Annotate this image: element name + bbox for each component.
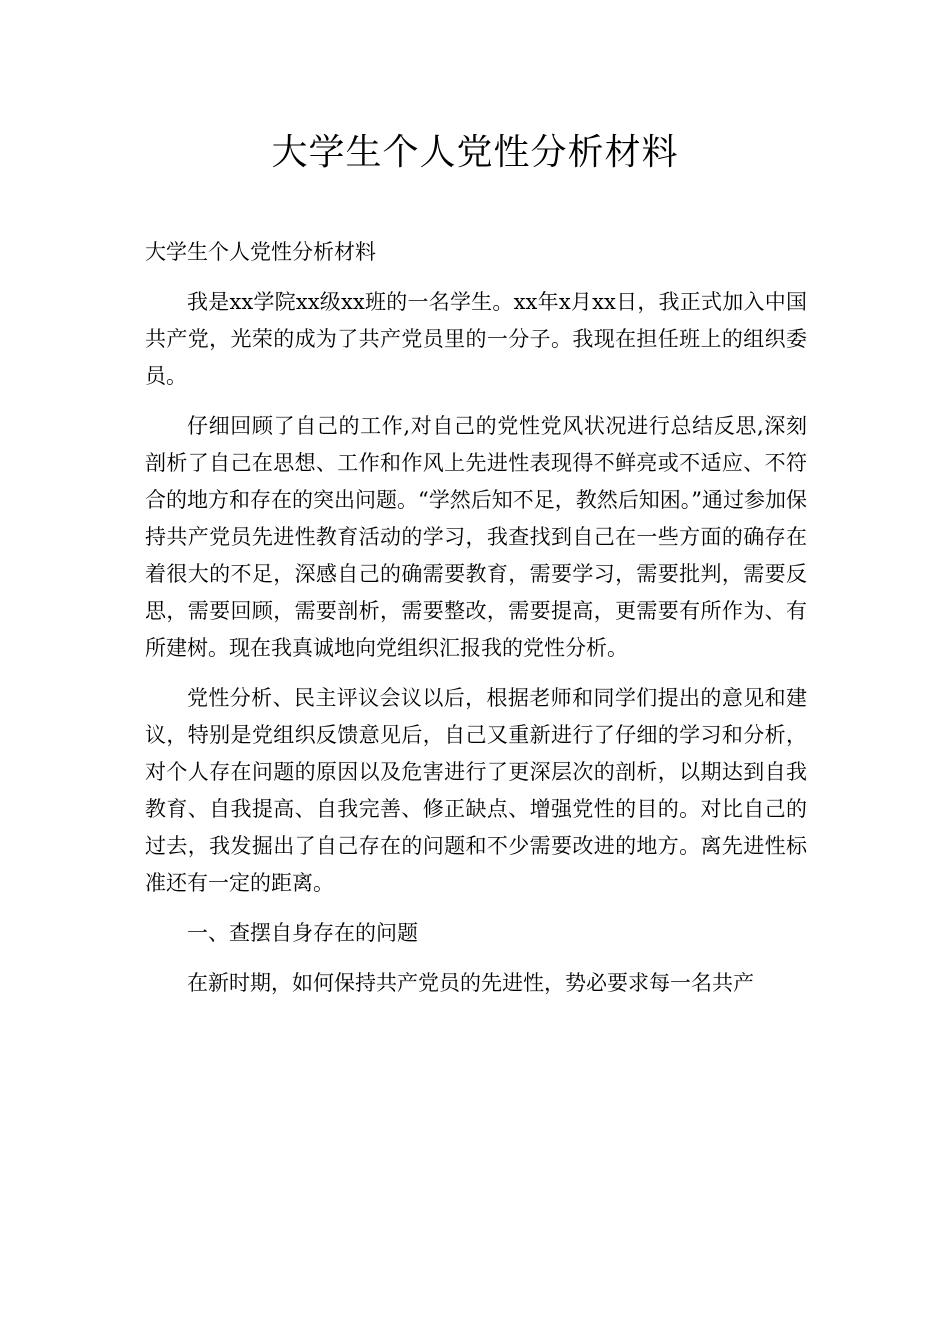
document-body [145,234,807,1015]
document-subtitle: 大学生个人党性分析材料 [145,240,376,264]
paragraph: 我是xx学院xx级xx班的一名学生。xx年x月xx日，我正式加入中国共产党，光荣的成为了共产党员里的一分子。我现在担任班上的组织委员。 [145,290,807,388]
document-title: 大学生个人党性分析材料 [271,132,679,173]
paragraph: 在新时期，如何保持共产党员的先进性，势必要求每一名共产 [187,971,754,995]
paragraph: 仔细回顾了自己的工作,对自己的党性党风状况进行总结反思,深刻剖析了自己在思想、工作和作风上先进性表现得不鲜亮或不适应、不符合的地方和存在的突出问题。“学然后知不足，教然后知困。”通过参加保持共产党员先进性教育活动的学习，我查找到自己在一些方面的确存在着很大的不足，深感自己的确需要教育，需要学习，需要批判，需要反思，需要回顾，需要剖析，需要整改，需要提高，更需要有所作为、有所建树。现在我真诚地向党组织汇报我的党性分析。 [145,414,807,660]
section-heading: 一、查摆自身存在的问题 [187,921,418,945]
paragraph: 党性分析、民主评议会议以后，根据老师和同学们提出的意见和建议，特别是党组织反馈意见后，自己又重新进行了仔细的学习和分析，对个人存在问题的原因以及危害进行了更深层次的剖析，以期达到自我教育、自我提高、自我完善、修正缺点、增强党性的目的。对比自己的过去，我发掘出了自己存在的问题和不少需要改进的地方。离先进性标准还有一定的距离。 [145,686,807,895]
